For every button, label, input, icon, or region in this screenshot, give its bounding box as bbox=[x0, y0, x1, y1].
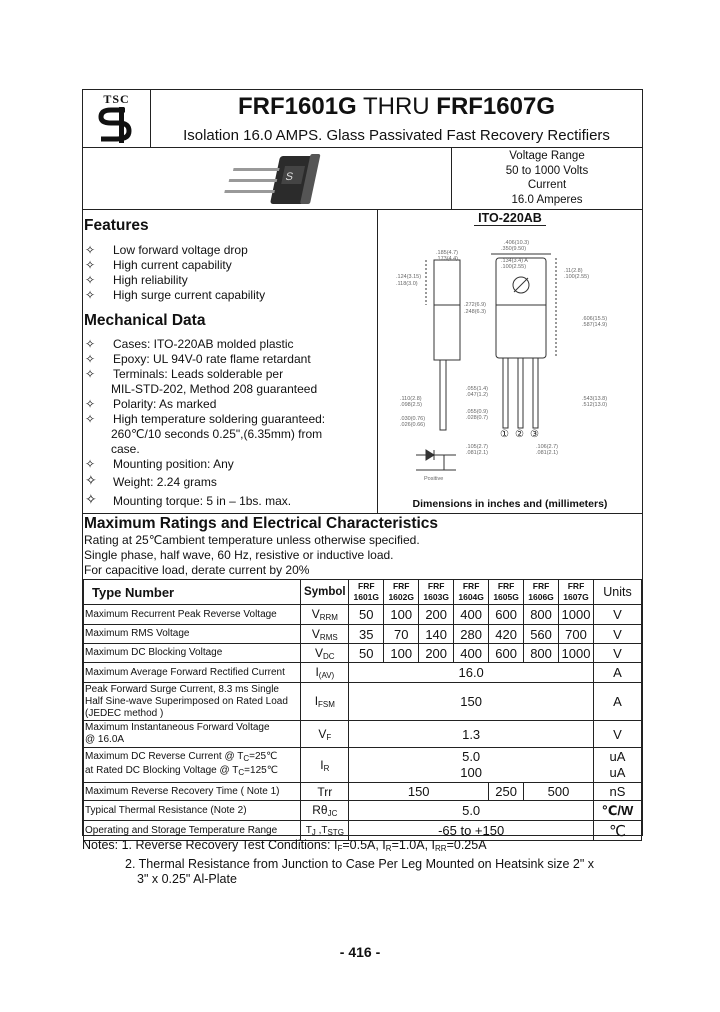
svg-text:.055(1.4): .055(1.4) bbox=[466, 386, 489, 392]
diamond-bullet-icon: ✧ bbox=[85, 491, 97, 507]
ratings-table bbox=[83, 579, 642, 841]
tsc-logo-icon bbox=[95, 106, 139, 144]
table-row: Maximum RMS Voltage $V_{RMS}$ 35 70 140 280 420 560 700 V bbox=[84, 625, 642, 644]
ratings-heading: Maximum Ratings and Electrical Characteristics bbox=[84, 515, 439, 532]
pin-label-3: ③ bbox=[530, 429, 539, 440]
svg-text:.026(0.66): .026(0.66) bbox=[400, 422, 426, 428]
svg-text:.606(15.5): .606(15.5) bbox=[582, 316, 608, 322]
product-photo bbox=[83, 148, 451, 209]
svg-text:.134(3.4) A: .134(3.4) A bbox=[501, 258, 528, 264]
diamond-bullet-icon: ✧ bbox=[85, 352, 96, 366]
feature-item: ✧ High reliability bbox=[85, 273, 188, 287]
header-type-number: Type Number bbox=[84, 580, 301, 605]
mech-item-cont: case. bbox=[111, 442, 140, 456]
svg-text:.272(6.9): .272(6.9) bbox=[464, 302, 487, 308]
svg-text:.098(2.5): .098(2.5) bbox=[400, 402, 423, 408]
mech-item: ✧ High temperature soldering guaranteed: bbox=[85, 412, 326, 426]
svg-text:S: S bbox=[284, 171, 295, 183]
svg-text:.543(13.8): .543(13.8) bbox=[582, 396, 608, 402]
note-2-cont: 3" x 0.25" Al-Plate bbox=[137, 872, 237, 886]
svg-text:.512(13.0): .512(13.0) bbox=[582, 402, 608, 408]
diamond-bullet-icon: ✧ bbox=[85, 472, 97, 488]
rating-condition: Rating at 25℃ambient temperature unless otherwise specified. bbox=[84, 533, 420, 547]
table-row: Operating and Storage Temperature Range $T_J$ $,T_{STG}$ -65 to +150 ℃ bbox=[84, 821, 642, 841]
voltage-range-value: 50 to 1000 Volts bbox=[505, 164, 589, 177]
svg-text:.118(3.0): .118(3.0) bbox=[396, 281, 418, 287]
svg-text:.185(4.7): .185(4.7) bbox=[436, 250, 459, 256]
rating-condition: Single phase, half wave, 60 Hz, resistive or inductive load. bbox=[84, 548, 394, 562]
feature-item: ✧ Low forward voltage drop bbox=[85, 243, 248, 257]
table-row: Maximum Recurrent Peak Reverse Voltage $V_{RRM}$ 50 100 200 400 600 800 1000 V bbox=[84, 605, 642, 625]
mech-item: ✧ Terminals: Leads solderable per bbox=[85, 367, 284, 381]
page-title bbox=[151, 90, 642, 124]
table-row: Maximum DC Reverse Current @ $T_C=25℃$ at Rated DC Blocking Voltage @ $T_C=125℃$ $I_R$ 5.0 100 uA uA bbox=[84, 748, 642, 783]
header-part-1603g: FRF 1603G bbox=[419, 580, 454, 605]
mechanical-heading: Mechanical Data bbox=[84, 312, 206, 329]
svg-text:.100(2.55): .100(2.55) bbox=[564, 274, 590, 280]
table-row: Maximum Average Forward Rectified Current $I_{(AV)}$ 16.0 A bbox=[84, 663, 642, 683]
mech-item: ✧ Weight: 2.24 grams bbox=[85, 472, 217, 489]
header-part-1605g: FRF 1605G bbox=[489, 580, 524, 605]
current-label: Current bbox=[527, 179, 567, 192]
svg-text:.350(9.50): .350(9.50) bbox=[501, 246, 527, 252]
svg-text:.055(0.9): .055(0.9) bbox=[466, 409, 489, 415]
table-header-row bbox=[84, 580, 642, 605]
feature-item: ✧ High surge current capability bbox=[85, 288, 266, 302]
package-outline-drawing bbox=[386, 230, 636, 485]
header-part-1602g: FRF 1602G bbox=[384, 580, 419, 605]
svg-text:.100(2.55): .100(2.55) bbox=[501, 264, 527, 270]
diamond-bullet-icon: ✧ bbox=[85, 397, 96, 411]
svg-text:.587(14.9): .587(14.9) bbox=[582, 322, 608, 328]
feature-item: ✧ High current capability bbox=[85, 258, 232, 272]
header-units: Units bbox=[593, 580, 641, 605]
title-part-b: FRF1607G bbox=[436, 93, 555, 120]
mechanical-list bbox=[83, 337, 377, 509]
diamond-bullet-icon: ✧ bbox=[85, 273, 96, 287]
ratings-section bbox=[83, 514, 642, 578]
pin-label-2: ② bbox=[515, 429, 524, 440]
mech-item-cont: 260℃/10 seconds 0.25",(6.35mm) from bbox=[111, 427, 323, 441]
svg-text:.11(2.8): .11(2.8) bbox=[564, 268, 583, 274]
diamond-bullet-icon: ✧ bbox=[85, 288, 96, 302]
diamond-bullet-icon: ✧ bbox=[85, 367, 96, 381]
svg-text:.106(2.7): .106(2.7) bbox=[536, 444, 559, 450]
features-heading: Features bbox=[84, 217, 149, 234]
diamond-bullet-icon: ✧ bbox=[85, 457, 96, 471]
notes-section bbox=[82, 838, 642, 888]
table-row: Maximum DC Blocking Voltage $V_{DC}$ 50 100 200 400 600 800 1000 V bbox=[84, 644, 642, 663]
table-row: Typical Thermal Resistance (Note 2) $R\theta_{JC}$ 5.0 ℃/W bbox=[84, 801, 642, 821]
note-1: Notes: 1. Reverse Recovery Test Conditions: $I_F=0.5A$, $I_R=1.0A$, $I_{RR}=0.25A$ bbox=[82, 838, 487, 853]
svg-text:.173(4.4): .173(4.4) bbox=[436, 256, 459, 262]
features-list bbox=[83, 243, 377, 303]
package-name: ITO-220AB bbox=[378, 211, 642, 225]
voltage-range-label: Voltage Range bbox=[509, 150, 585, 162]
svg-text:.248(6.3): .248(6.3) bbox=[464, 309, 487, 315]
current-value: 16.0 Amperes bbox=[511, 193, 583, 206]
rating-condition: For capacitive load, derate current by 20% bbox=[84, 563, 310, 577]
diamond-bullet-icon: ✧ bbox=[85, 243, 96, 257]
svg-text:.028(0.7): .028(0.7) bbox=[466, 415, 489, 421]
svg-text:Positive: Positive bbox=[424, 476, 444, 482]
datasheet-frame bbox=[82, 89, 643, 840]
mech-item: ✧ Polarity: As marked bbox=[85, 397, 217, 411]
features-section bbox=[83, 210, 377, 513]
diamond-bullet-icon: ✧ bbox=[85, 258, 96, 272]
title-part-a: FRF1601G bbox=[238, 93, 357, 120]
dimensions-caption: Dimensions in inches and (millimeters) bbox=[412, 498, 608, 510]
note-2: 2. Thermal Resistance from Junction to Case Per Leg Mounted on Heatsink size 2" x bbox=[125, 856, 595, 871]
mech-item: ✧ Mounting position: Any bbox=[85, 457, 234, 471]
header-part-1606g: FRF 1606G bbox=[524, 580, 559, 605]
svg-text:.081(2.1): .081(2.1) bbox=[536, 450, 559, 456]
package-drawing-section bbox=[377, 210, 642, 513]
mech-item-cont: MIL-STD-202, Method 208 guaranteed bbox=[111, 382, 318, 396]
title-thru: THRU bbox=[356, 93, 437, 120]
logo-text: TSC bbox=[103, 92, 130, 106]
table-row: Maximum Instantaneous Forward Voltage @ 16.0A $V_F$ 1.3 V bbox=[84, 721, 642, 748]
header-part-1604g: FRF 1604G bbox=[454, 580, 489, 605]
mech-item: ✧ Epoxy: UL 94V-0 rate flame retardant bbox=[85, 352, 311, 366]
diamond-bullet-icon: ✧ bbox=[85, 412, 96, 426]
pin-label-1: ① bbox=[500, 429, 509, 440]
diamond-bullet-icon: ✧ bbox=[85, 337, 96, 351]
table-row: Maximum Reverse Recovery Time ( Note 1) Trr 150 250 500 nS bbox=[84, 783, 642, 801]
spec-summary bbox=[451, 148, 642, 209]
mech-item: ✧ Cases: ITO-220AB molded plastic bbox=[85, 337, 294, 351]
header-part-1607g: FRF 1607G bbox=[559, 580, 594, 605]
page-subtitle: Isolation 16.0 AMPS. Glass Passivated Fast Recovery Rectifiers bbox=[151, 124, 642, 148]
header-part-1601g: FRF 1601G bbox=[349, 580, 384, 605]
svg-text:.124(3.15): .124(3.15) bbox=[396, 274, 422, 280]
svg-text:.105(2.7): .105(2.7) bbox=[466, 444, 489, 450]
svg-text:.030(0.76): .030(0.76) bbox=[400, 416, 426, 422]
page-number: - 416 - bbox=[339, 944, 381, 960]
svg-text:.047(1.2): .047(1.2) bbox=[466, 392, 489, 398]
header-symbol: Symbol bbox=[301, 580, 349, 605]
svg-text:.406(10.3): .406(10.3) bbox=[504, 240, 530, 246]
table-row: Peak Forward Surge Current, 8.3 ms Single Half Sine-wave Superimposed on Rated Load (JEDEC method ) $I_{FSM}$ 150 A bbox=[84, 683, 642, 721]
svg-text:.110(2.8): .110(2.8) bbox=[400, 396, 422, 402]
tsc-logo bbox=[83, 90, 151, 148]
mech-item: ✧ Mounting torque: 5 in – 1bs. max. bbox=[85, 491, 292, 508]
svg-text:.081(2.1): .081(2.1) bbox=[466, 450, 489, 456]
component-image bbox=[83, 148, 451, 209]
